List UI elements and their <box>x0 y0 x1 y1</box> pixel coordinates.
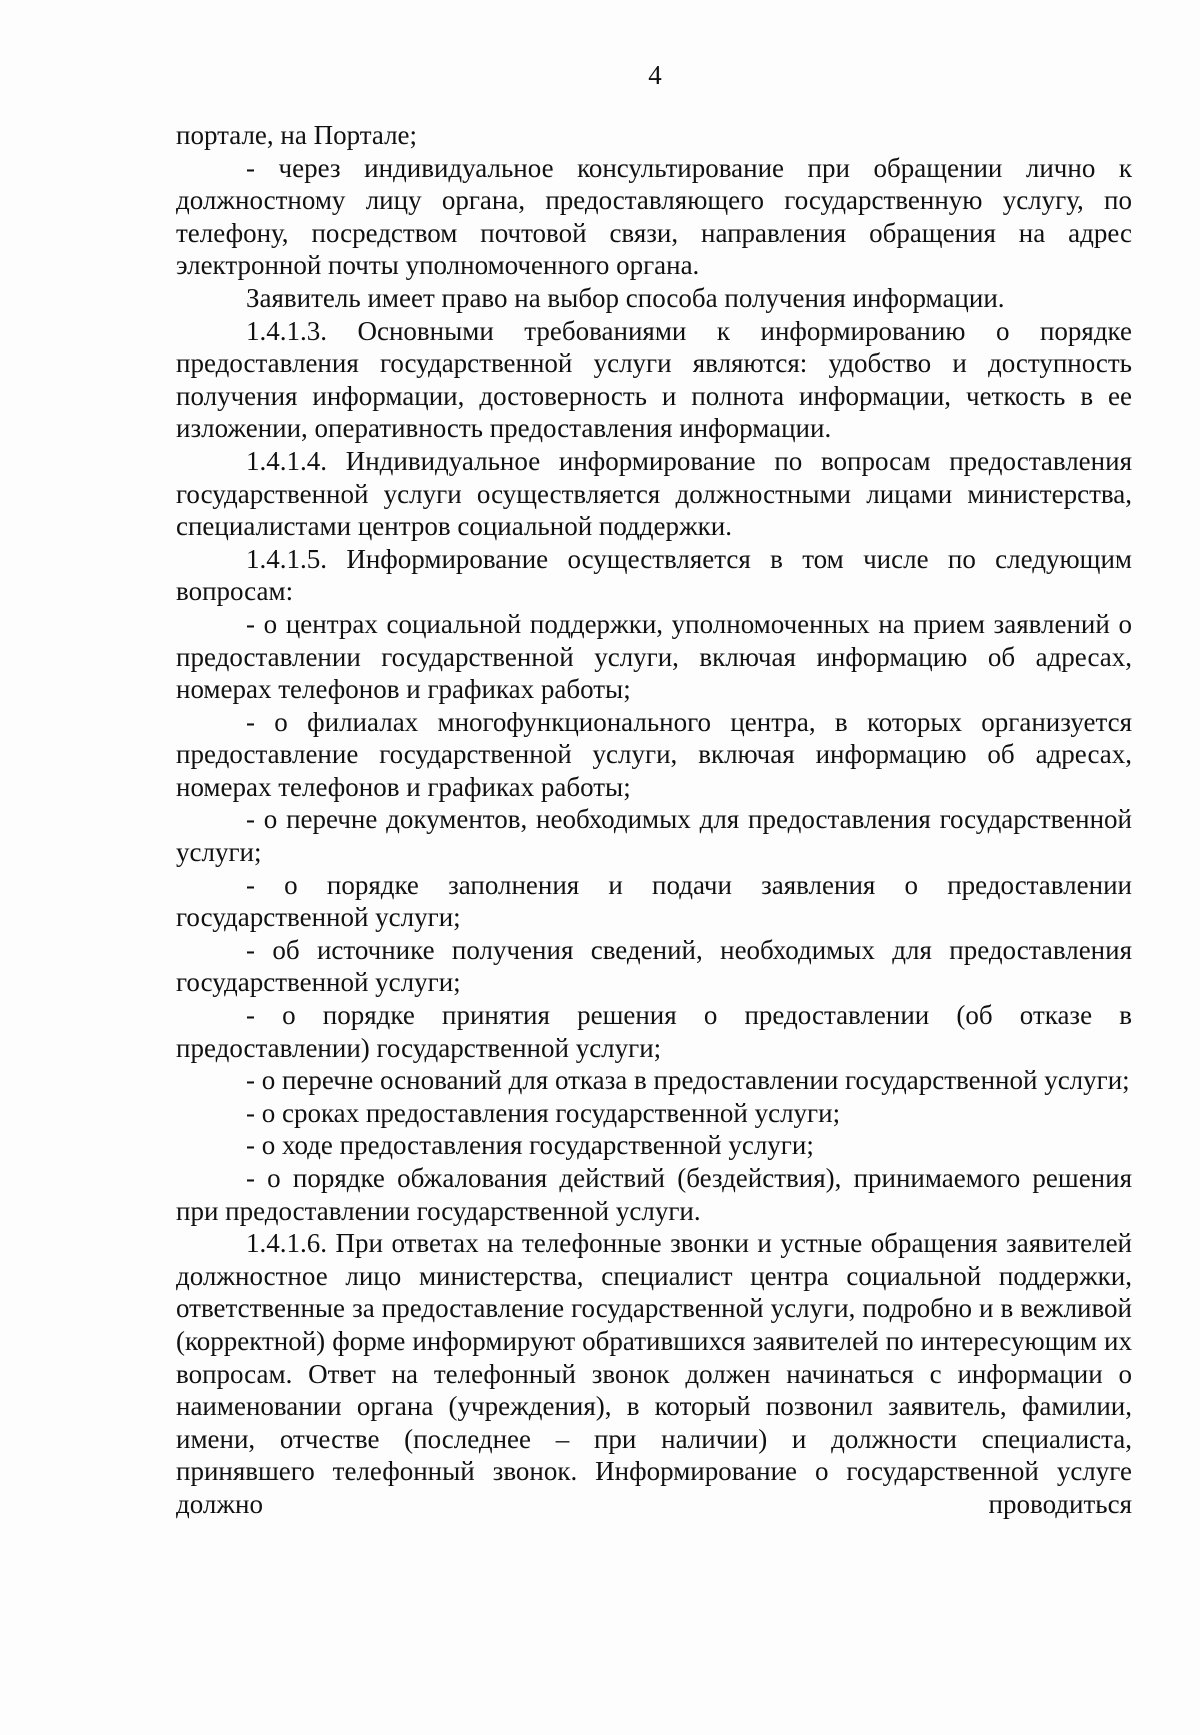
clause-1-4-1-3: 1.4.1.3. Основными требованиями к информированию о порядке предоставления государственной услуги являются: удобство и доступность получения информации, достоверность и полнота информации, четкость в ее изложении, оперативность предоставления информации. <box>176 315 1132 444</box>
paragraph: Заявитель имеет право на выбор способа получения информации. <box>246 282 1005 313</box>
list-item: - о перечне документов, необходимых для предоставления государственной услуги; <box>176 804 1132 868</box>
list-item: - через индивидуальное консультирование при обращении лично к должностному лицу органа, предоставляющего государственную услугу, по телефону, посредством почтовой связи, направления обращения на адрес электронной почты уполномоченного органа. <box>176 152 1132 281</box>
paragraph: портале, на Портале; <box>176 120 418 150</box>
list-item: - о порядке обжалования действий (бездействия), принимаемого решения при предоставлении государственной услуги. <box>176 1163 1132 1226</box>
list-item: - о сроках предоставления государственной услуги; <box>246 1097 841 1128</box>
list-item: - о перечне оснований для отказа в предоставлении государственной услуги; <box>246 1065 1130 1096</box>
list-item: - о центрах социальной поддержки, уполномоченных на прием заявлений о предоставлении государственной услуги, включая информацию об адресах, номерах телефонов и графиках работы; <box>176 608 1132 705</box>
list-item: - о порядке принятия решения о предоставлении (об отказе в предоставлении) государственной услуги; <box>176 1000 1132 1063</box>
list-item: - о филиалах многофункционального центра, в которых организуется предоставление государственной услуги, включая информацию об адресах, номерах телефонов и графиках работы; <box>176 706 1132 802</box>
clause-1-4-1-4: 1.4.1.4. Индивидуальное информирование по вопросам предоставления государственной услуги осуществляется должностными лицами министерства, специалистами центров социальной поддержки. <box>176 445 1132 542</box>
document-body <box>176 119 1132 1521</box>
list-item: - о порядке заполнения и подачи заявления о предоставлении государственной услуги; <box>176 869 1132 933</box>
list-item: - о ходе предоставления государственной услуги; <box>246 1130 814 1161</box>
clause-1-4-1-5: 1.4.1.5. Информирование осуществляется в том числе по следующим вопросам: <box>176 543 1132 607</box>
page-number: 4 <box>648 60 662 90</box>
clause-1-4-1-6: 1.4.1.6. При ответах на телефонные звонки и устные обращения заявителей должностное лицо министерства, специалист центра социальной поддержки, ответственные за предоставление государственной услуги, подробно и в вежливой (корректной) форме информируют обратившихся заявителей по интересующим их вопросам. Ответ на телефонный звонок должен начинаться с информации о наименовании органа (учреждения), в который позвонил заявитель, фамилии, имени, отчестве (последнее – при наличии) и должности специалиста, принявшего телефонный звонок. Информирование о государственной услуге должно проводиться <box>176 1228 1132 1519</box>
list-item: - об источнике получения сведений, необходимых для предоставления государственной услуги; <box>176 934 1132 998</box>
